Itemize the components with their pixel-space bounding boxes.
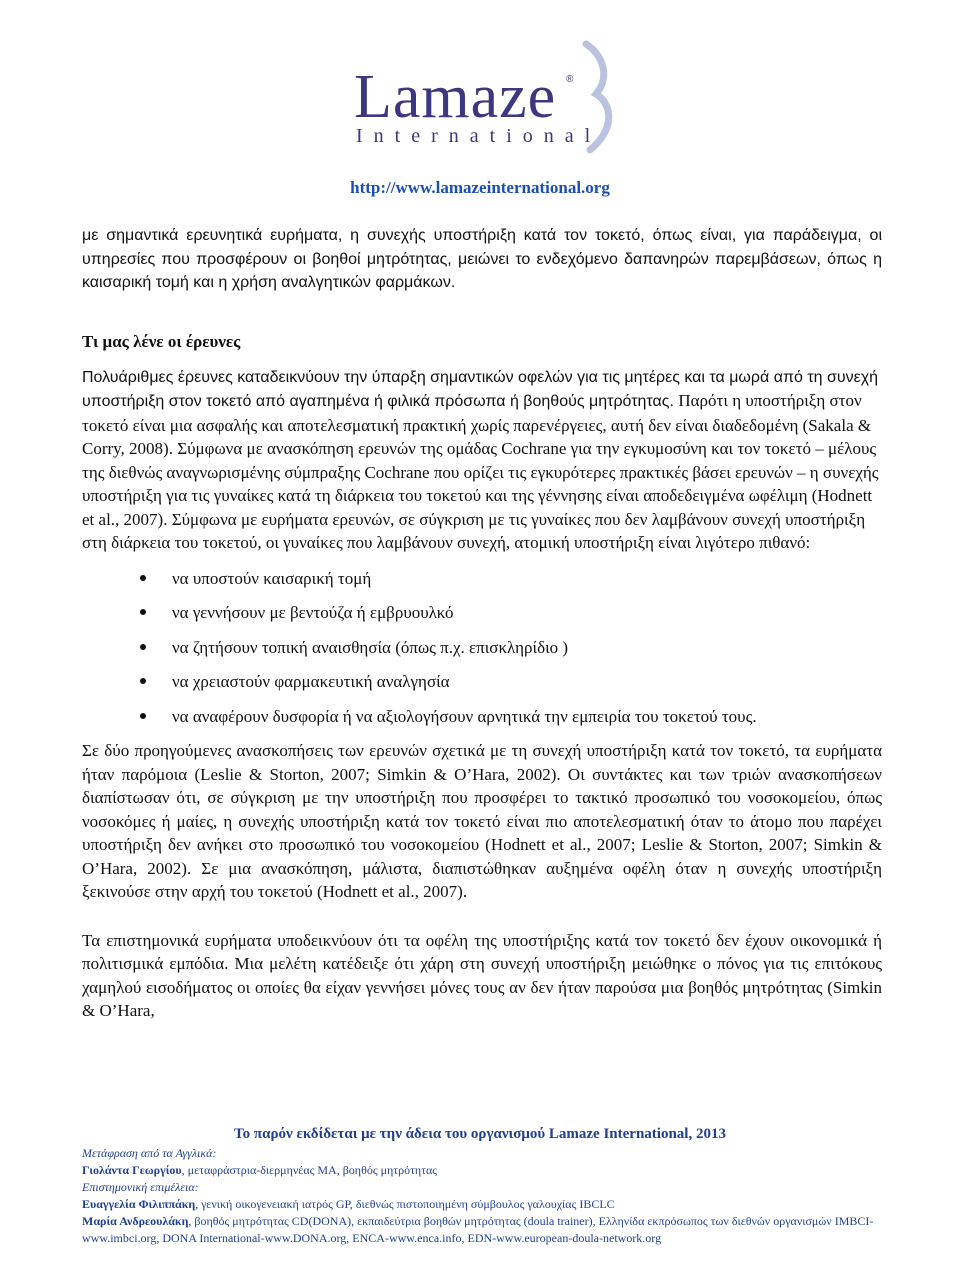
bullet-icon <box>140 713 146 719</box>
translator-line <box>82 1162 902 1179</box>
list-item: να χρειαστούν φαρμακευτική αναλγησία <box>82 670 882 693</box>
editor2-name: Μαρία Ανδρεουλάκη <box>82 1214 189 1228</box>
research-paragraph-intro: Πολυάριθμες έρευνες καταδεικνύουν την ύπαρξη σημαντικών οφελών για τις μητέρες και τα μωρά από τη συνεχή υποστήριξη στον τοκετό από αγαπημένα ή φιλικά πρόσωπα ή βοηθούς μητρότητας. <box>82 368 879 410</box>
research-paragraph <box>82 366 882 555</box>
logo-subtitle: International <box>356 125 602 147</box>
list-item: να γεννήσουν με βεντούζα ή εμβρυουλκό <box>82 601 882 624</box>
bullet-icon <box>140 575 146 581</box>
translation-label: Μετάφραση από τα Αγγλικά: <box>82 1146 217 1160</box>
editing-label: Επιστημονική επιμέλεια: <box>82 1180 199 1194</box>
editor1-line <box>82 1196 902 1213</box>
list-item: να αναφέρουν δυσφορία ή να αξιολογήσουν αρνητικά την εμπειρία του τοκετού τους. <box>82 705 882 728</box>
section-heading: Τι μας λένε οι έρευνες <box>82 331 241 351</box>
editor2-role: , βοηθός μητρότητας CD(DONA), εκπαιδεύτρια βοηθών μητρότητας (doula trainer), Ελληνίδα εκπρόσωπος των διεθνών οργανισμών IMBCI-www.imbci.org, DONA International-www.DONA.org, ENCA-www.enca.info, EDN-www.european-doula-network.org <box>82 1214 874 1245</box>
reviews-paragraph: Σε δύο προηγούμενες ανασκοπήσεις των ερευνών σχετικά με τη συνεχή υποστήριξη κατά τον τοκετό, τα ευρήματα ήταν παρόμοια (Leslie & Storton, 2007; Simkin & O’Hara, 2002). Οι συντάκτες και των τριών ανασκοπήσεων διαπίστωσαν ότι, σε σύγκριση με την υποστήριξη που προσφέρει το τακτικό προσωπικό του νοσοκομείου, όπως νοσοκόμες ή μαίες, η συνεχής υποστήριξη κατά τον τοκετό είναι πιο αποτελεσματική όταν το άτομο που παρέχει υποστήριξη δεν ανήκει στο προσωπικό του νοσοκομείου (Hodnett et al., 2007; Leslie & Storton, 2007; Simkin & O’Hara, 2002). Σε μια ανασκόπηση, μάλιστα, διαπιστώθηκαν αυξημένα οφέλη όταν η συνεχής υποστήριξη ξεκινούσε στην αρχή του τοκετού (Hodnett et al., 2007). <box>82 741 882 901</box>
bullet-icon <box>140 609 146 615</box>
research-paragraph-body: Παρότι η υποστήριξη στον τοκετό είναι μια ασφαλής και αποτελεσματική πρακτική χωρίς παρενέργειες, αυτή δεν είναι διαδεδομένη (Sakala & Corry, 2008). Σύμφωνα με ανασκόπηση ερευνών της ομάδας Cochrane για την εγκυμοσύνη και τον τοκετό – μέλους της διεθνώς αναγνωρισμένης σύμπραξης Cochrane που ορίζει τις εγκυρότερες πρακτικές βάσει ερευνών – η συνεχής υποστήριξη για τις γυναίκες κατά τη διάρκεια του τοκετού και της γέννησης είναι αποδεδειγμένα ωφέλιμη (Hodnett et al., 2007). Σύμφωνα με ευρήματα ερευνών, σε σύγκριση με τις γυναίκες που δεν λαμβάνουν συνεχή υποστήριξη στη διάρκεια του τοκετού, οι γυναίκες που λαμβάνουν συνεχή, ατομική υποστήριξη είναι λιγότερο πιθανό: <box>82 391 879 552</box>
logo-wordmark: Lamaze <box>354 63 557 131</box>
findings-paragraph: Τα επιστημονικά ευρήματα υποδεικνύουν ότι τα οφέλη της υποστήριξης κατά τον τοκετό δεν έχουν οικονομικά ή πολιτισμικά εμπόδια. Μια μελέτη κατέδειξε ότι χάρη στη συνεχή υποστήριξη μειώθηκε ο πόνος για τις επιτόκους χαμηλού εισοδήματος οι οποίες θα είχαν γεννήσει μόνες τους αν δεν ήταν παρούσα μια βοηθός μητρότητας (Simkin & O’Hara, <box>82 930 882 1020</box>
list-item: να υποστούν καισαρική τομή <box>82 567 882 590</box>
translator-name: Γιολάντα Γεωργίου <box>82 1163 182 1177</box>
translator-role: , μεταφράστρια-διερμηνέας ΜΑ, βοηθός μητρότητας <box>181 1163 438 1177</box>
website-link[interactable]: http://www.lamazeinternational.org <box>350 178 610 197</box>
bullet-icon <box>140 678 146 684</box>
outcomes-list <box>82 567 882 728</box>
license-notice: Το παρόν εκδίδεται με την άδεια του οργανισμού Lamaze International, 2013 <box>234 1126 726 1142</box>
editor2-line <box>82 1213 902 1247</box>
lamaze-logo <box>340 38 640 158</box>
logo-registered-mark: ® <box>566 74 574 85</box>
bullet-icon <box>140 644 146 650</box>
list-item: να ζητήσουν τοπική αναισθησία (όπως π.χ. επισκληρίδιο ) <box>82 636 882 659</box>
document-body <box>82 224 882 1023</box>
editor1-name: Ευαγγελία Φιλιππάκη <box>82 1197 196 1211</box>
credits <box>82 1145 902 1247</box>
editor1-role: , γενική οικογενειακή ιατρός GP, διεθνώς πιστοποιημένη σύμβουλος γαλουχίας IBCLC <box>195 1197 615 1211</box>
intro-paragraph: με σημαντικά ερευνητικά ευρήματα, η συνεχής υποστήριξη κατά τον τοκετό, όπως είναι, για παράδειγμα, οι υπηρεσίες που προσφέρουν οι βοηθοί μητρότητας, μειώνει το ενδεχόμενο δαπανηρών παρεμβάσεων, όπως η καισαρική τομή και η χρήση αναλγητικών φαρμάκων. <box>82 227 882 291</box>
